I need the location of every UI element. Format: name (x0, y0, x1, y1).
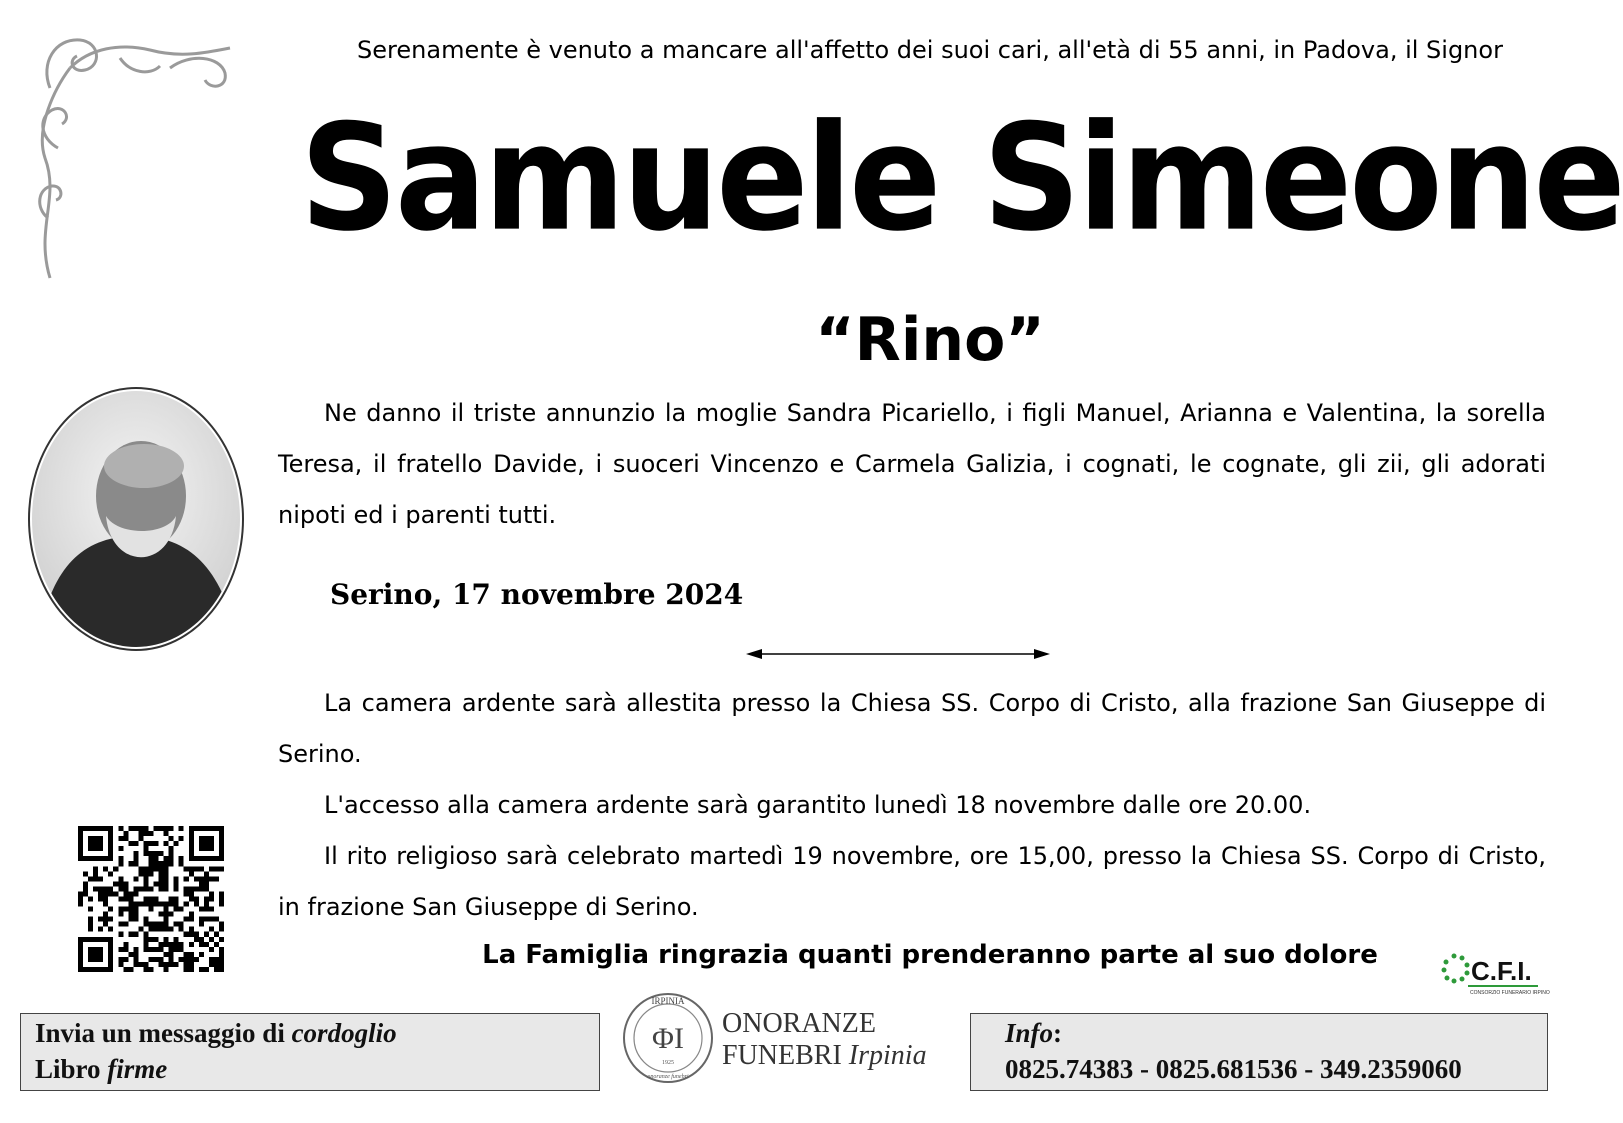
intro-text: Serenamente è venuto a mancare all'affetto dei suoi cari, all'età di 55 anni, in Padova, il Signor (357, 36, 1503, 64)
seal-top-text: IRPINIA (651, 996, 685, 1006)
cfi-logo-text: C.F.I. (1471, 956, 1532, 986)
condolence-box[interactable] (20, 1013, 600, 1091)
condolence-link[interactable]: Invia un messaggio di cordoglio (35, 1018, 397, 1048)
info-label: Info: (1005, 1018, 1063, 1048)
announcement-text: Ne danno il triste annunzio la moglie Sandra Picariello, i figli Manuel, Arianna e Valentina, la sorella Teresa, il fratello Davide, i suoceri Vincenzo e Carmela Galizia, i cognati, le cognate, gli zii, gli adorati nipoti ed i parenti tutti. (278, 399, 1546, 529)
seal-year: 1925 (662, 1060, 674, 1066)
deceased-name: Samuele Simeone (300, 93, 1623, 265)
info-box (970, 1013, 1548, 1091)
brand-name: ONORANZE FUNEBRI Irpinia (722, 1008, 927, 1071)
qr-code-icon[interactable] (78, 826, 224, 972)
brand-seal-icon (620, 990, 716, 1086)
portrait-photo (26, 386, 246, 656)
detail-access: L'accesso alla camera ardente sarà garantito lunedì 18 novembre dalle ore 20.00. (324, 791, 1312, 819)
guestbook-link[interactable]: Libro firme (35, 1054, 168, 1084)
details-section (278, 678, 1546, 933)
detail-chapel: La camera ardente sarà allestita presso la Chiesa SS. Corpo di Cristo, alla frazione San Giuseppe di Serino. (278, 689, 1546, 768)
cfi-logo-subtitle: CONSORZIO FUNERARIO IRPINO (1470, 990, 1550, 996)
cfi-logo-icon (1440, 948, 1550, 998)
date-line: Serino, 17 novembre 2024 (330, 578, 744, 611)
svg-text:ΦΙ: ΦΙ (652, 1022, 684, 1055)
double-arrow-icon (744, 644, 1052, 664)
announcement-paragraph (278, 388, 1546, 541)
deceased-nickname: “Rino” (815, 305, 1045, 375)
corner-ornament-icon (30, 28, 240, 288)
closing-text: La Famiglia ringrazia quanti prenderanno parte al suo dolore (482, 940, 1378, 970)
seal-bottom-text: onoranze funebri (647, 1074, 689, 1080)
detail-ceremony: Il rito religioso sarà celebrato martedì 19 novembre, ore 15,00, presso la Chiesa SS. Corpo di Cristo, in frazione San Giuseppe di Serino. (278, 842, 1546, 921)
info-phones[interactable]: 0825.74383 - 0825.681536 - 349.2359060 (1005, 1054, 1462, 1084)
